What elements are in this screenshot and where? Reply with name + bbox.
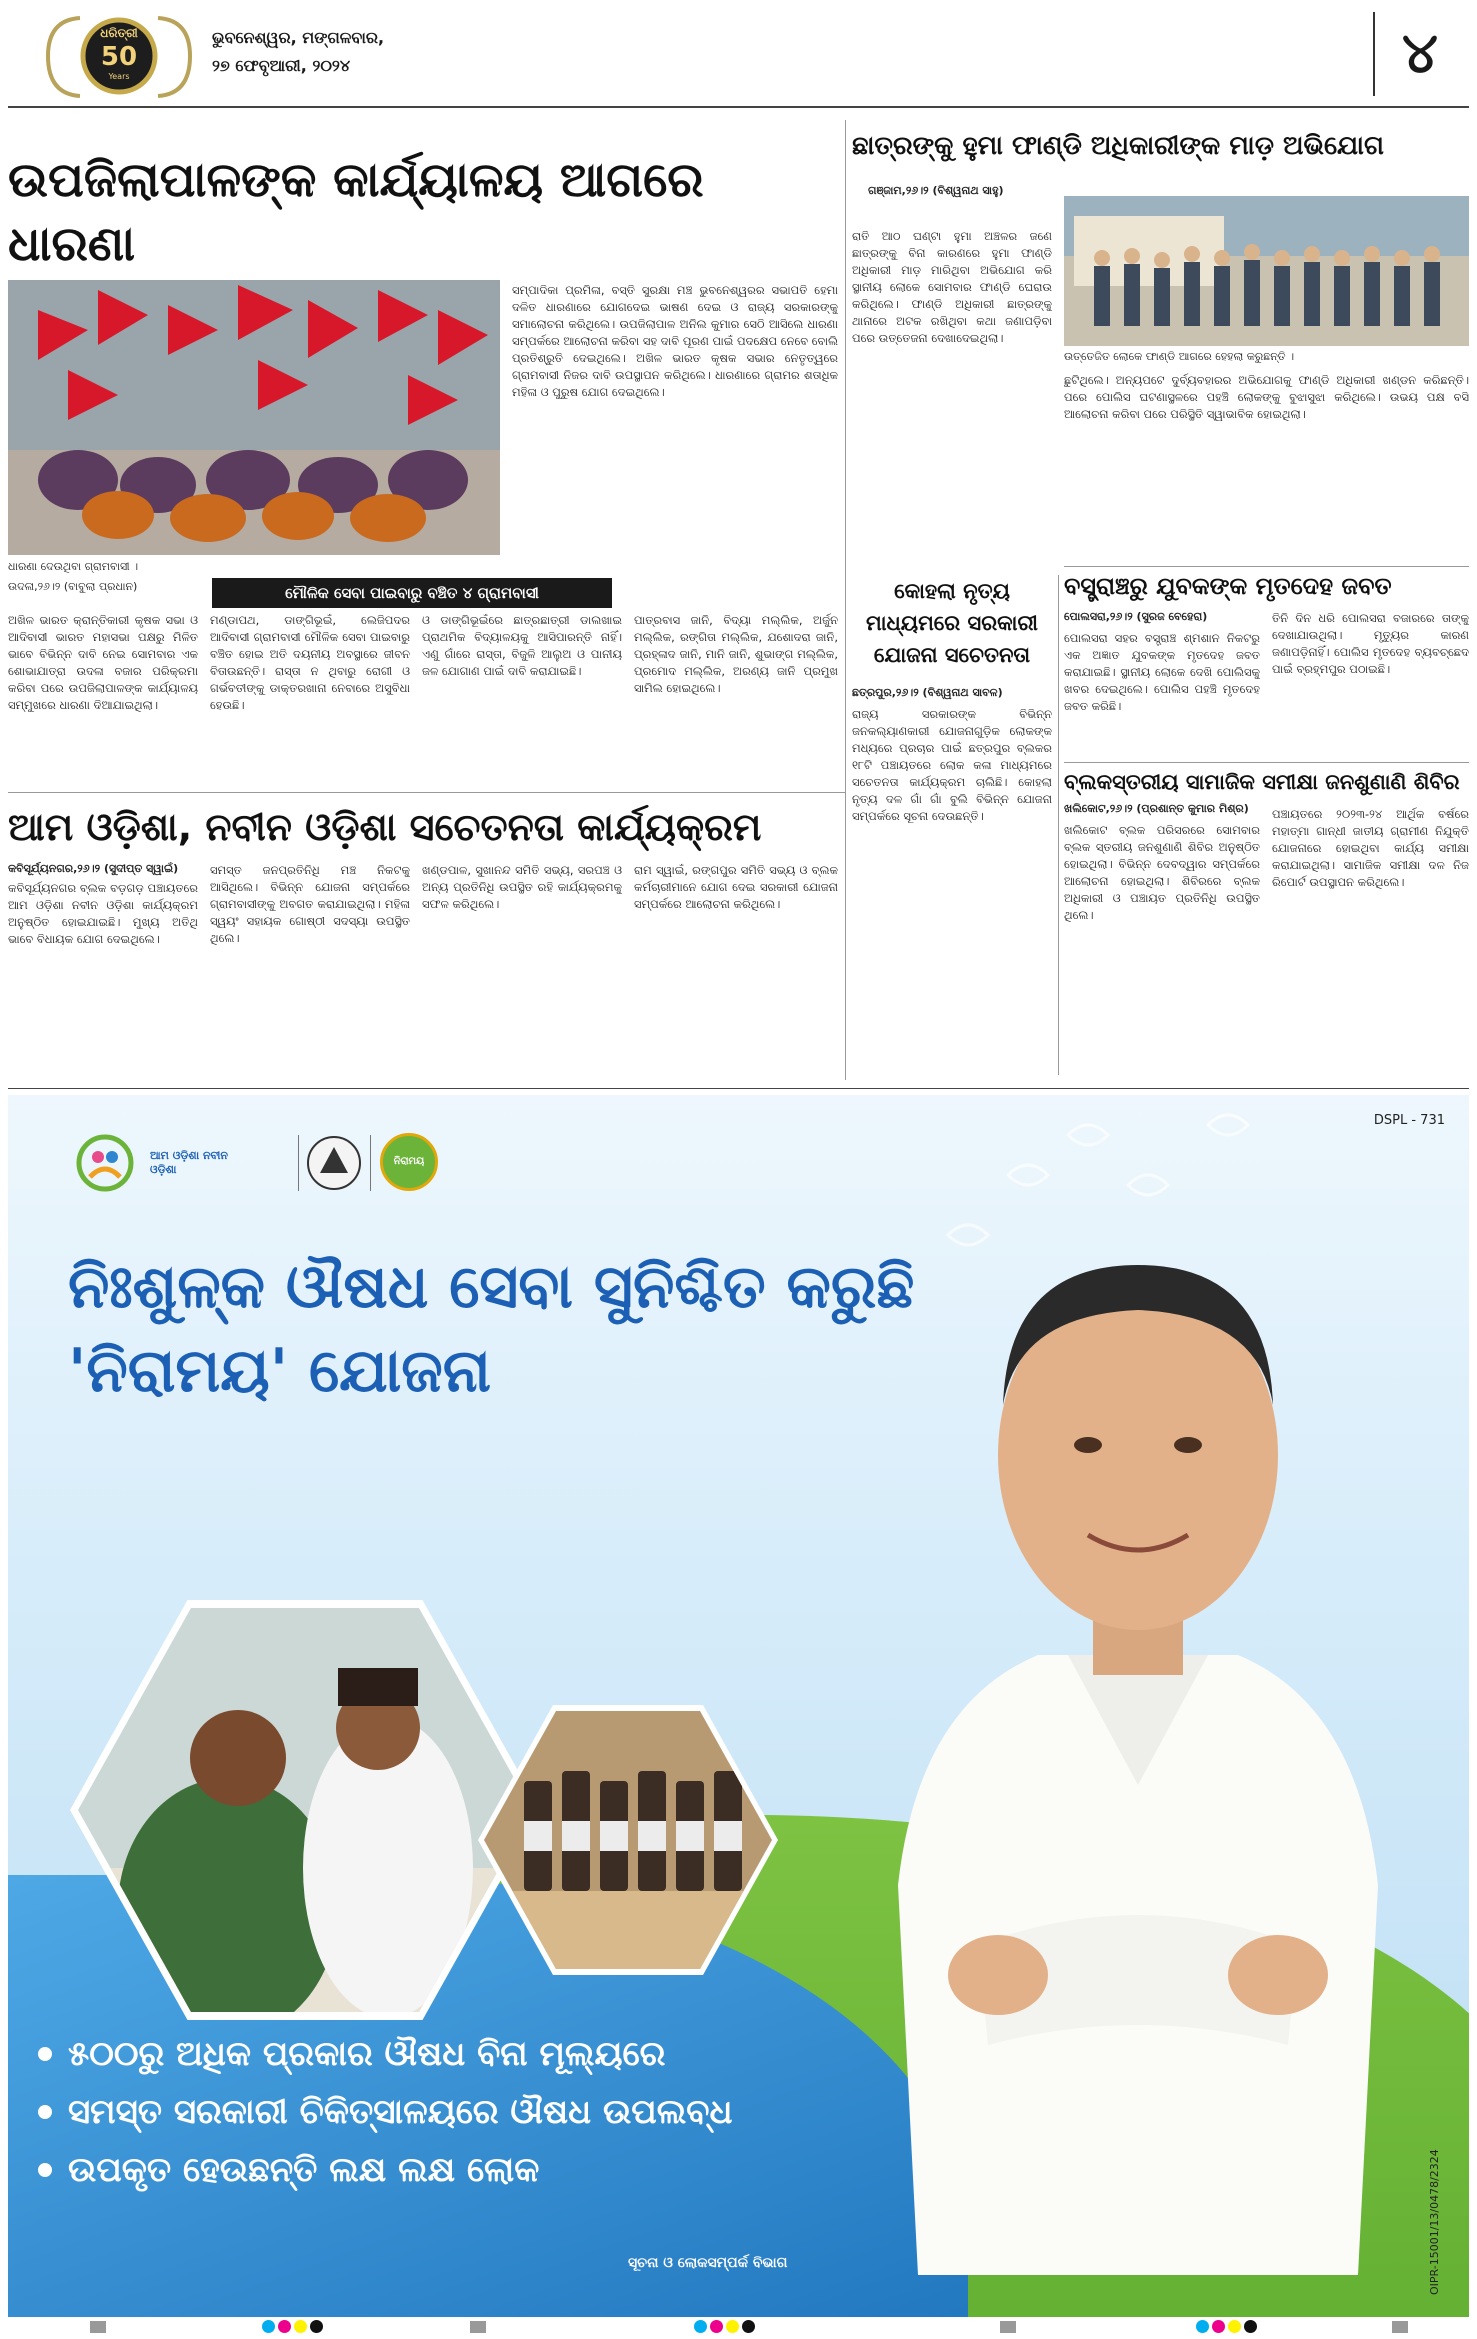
registration-swatch	[90, 2321, 106, 2333]
registration-dot	[742, 2320, 755, 2333]
ad-bullet-list	[38, 2025, 868, 2199]
story1-photo-caption: ଧାରଣା ଦେଉଥିବା ଗ୍ରାମବାସୀ ।	[8, 560, 139, 573]
govt-emblem-icon	[306, 1133, 362, 1193]
niramaya-advertisement	[8, 1095, 1469, 2317]
story6-column-1: କବିସୂର୍ଯ୍ୟନଗର ବ୍ଲକ ବଡ଼ଗଡ଼ ପଞ୍ଚାୟତରେ ଆମ ଓଡ଼ିଶା ନବୀନ ଓଡ଼ିଶା କାର୍ଯ୍ୟକ୍ରମ ଅନୁଷ୍ଠିତ ହୋଇଯାଇଛି। ମୁଖ୍ୟ ଅତିଥି ଭାବେ ବିଧାୟକ ଯୋଗ ଦେଇଥିଲେ।	[8, 881, 198, 946]
ad-bullet-item: ୫୦୦ରୁ ଅଧିକ ପ୍ରକାର ଔଷଧ ବିନା ମୂଲ୍ୟରେ	[38, 2025, 868, 2083]
registration-swatch	[470, 2321, 486, 2333]
registration-swatch	[1392, 2321, 1408, 2333]
story1-column-3: ଓ ଡାଙ୍ଗିଭୂଇଁରେ ଛାତ୍ରଛାତ୍ରୀ ଡାଲଖାଇ ପ୍ରାଥମିକ ବିଦ୍ୟାଳୟକୁ ଆସିପାରନ୍ତି ନାହିଁ। ଏଣୁ ଗାଁରେ ରାସ୍ତା, ବିଜୁଳି ଆଲୁଅ ଓ ପାନୀୟ ଜଳ ଯୋଗାଣ ପାଇଁ ଦାବି କରାଯାଇଛି।	[422, 613, 622, 678]
registration-dot	[278, 2320, 291, 2333]
story1-column-2: ମଣ୍ଡାପଥ, ଡାଙ୍ଗିଭୂଇଁ, ଲେଜିପଦର ଆଦିବାସୀ ଗ୍ରାମବାସୀ ମୌଳିକ ସେବା ପାଇବାରୁ ବଞ୍ଚିତ ହୋଇ ଅତି ଦୟନୀୟ ଅବସ୍ଥାରେ ଜୀବନ ବିତାଉଛନ୍ତି। ରାସ୍ତା ନ ଥିବାରୁ ରୋଗୀ ଓ ଗର୍ଭବତୀଙ୍କୁ ଡାକ୍ତରଖାନା ନେବାରେ ଅସୁବିଧା ହେଉଛି।	[210, 613, 410, 712]
story6-headline: ଆମ ଓଡ଼ିଶା, ନବୀନ ଓଡ଼ିଶା ସଚେତନତା କାର୍ଯ୍ୟକ୍ରମ	[8, 805, 762, 849]
registration-dot	[294, 2320, 307, 2333]
story4-headline: ବସ୍ତ୍ରାଞ୍ଚରୁ ଯୁବକଙ୍କ ମୃତଦେହ ଜବତ	[1064, 572, 1392, 600]
bullet-icon	[38, 2163, 52, 2177]
story4-column-1: ପୋଲସରା ସହର ବସ୍ତ୍ରାଞ୍ଚ ଶ୍ମଶାନ ନିକଟରୁ ଏକ ଅଜ୍ଞାତ ଯୁବକଙ୍କ ମୃତଦେହ ଜବତ କରାଯାଇଛି। ସ୍ଥାନୀୟ ଲୋକେ ଦେଖି ପୋଲିସକୁ ଖବର ଦେଇଥିଲେ। ପୋଲିସ ପହଞ୍ଚି ମୃତଦେହ ଜବତ କରିଛି।	[1064, 631, 1260, 713]
story4-dateline: ପୋଲସରା,୨୬।୨ (ସୁରଜ ବେହେରା)	[1064, 610, 1208, 623]
bullet-icon	[38, 2047, 52, 2061]
story1-column-4: ପାତ୍ରବାସ ଜାନି, ବିଦ୍ୟା ମଲ୍ଲିକ, ଅର୍ଜୁନ ମଲ୍ଲିକ, ରଙ୍ଗିତା ମଲ୍ଲିକ, ଯଶୋଦରା ଜାନି, ପ୍ରହ୍ଳାଦ ଜାନି, ମାନି ଜାନି, ଶୁଭାଙ୍ଗ ମଲ୍ଲିକ, ପ୍ରମୋଦ ମଲ୍ଲିକ, ଅରଣ୍ୟ ଜାନି ପ୍ରମୁଖ ସାମିଲ ହୋଇଥିଲେ।	[634, 613, 838, 695]
registration-dot	[310, 2320, 323, 2333]
ad-headline-line2: 'ନିରାମୟ' ଯୋଜନା	[68, 1336, 491, 1406]
story1-column-right: ସମ୍ପାଦିକା ପ୍ରମିଳା, ବସ୍ତି ସୁରକ୍ଷା ମଞ୍ଚ ଭୁବନେଶ୍ୱରର ସଭାପତି ହେମା ଦଳିତ ଧାରଣାରେ ଯୋଗଦେଇ ଭାଷଣ ଦେଇ ଓ ରାଜ୍ୟ ସରକାରଙ୍କୁ ସମାଲୋଚନା କରିଥିଲେ। ଉପଜିଲାପାଳ ଅନିଲ କୁମାର ସେଠି ଆସିଲେ ଧାରଣା ସମ୍ପର୍କରେ ଆଲୋଚନା କରିବା ସହ ଦାବି ପୂରଣ ପାଇଁ ପଦକ୍ଷେପ ନେବେ ବୋଲି ପ୍ରତିଶ୍ରୁତି ଦେଇଥିଲେ। ଅଖିଳ ଭାରତ କୃଷକ ସଭାର ନେତୃତ୍ୱରେ ଗ୍ରାମବାସୀ ନିଜର ଦାବି ଉପସ୍ଥାପନ କରିଥିଲେ। ଧାରଣାରେ ଗ୍ରାମର ଶତାଧିକ ମହିଳା ଓ ପୁରୁଷ ଯୋଗ ଦେଇଥିଲେ।	[512, 283, 838, 399]
registration-dot	[262, 2320, 275, 2333]
logo-years: Years	[108, 72, 130, 81]
story1-subhead: ମୌଳିକ ସେବା ପାଇବାରୁ ବଞ୍ଚିତ ୪ ଗ୍ରାମବାସୀ	[212, 578, 612, 608]
protest-photo-illustration	[8, 280, 500, 555]
story2-column-2: ଛୁଟିଥିଲେ। ଅନ୍ୟପଟେ ଦୁର୍ବ୍ୟବହାରର ଅଭିଯୋଗକୁ ଫାଣ୍ଡି ଅଧିକାରୀ ଖଣ୍ଡନ କରିଛନ୍ତି। ପରେ ପୋଲିସ ଘଟଣାସ୍ଥଳରେ ପହଞ୍ଚି ଲୋକଙ୍କୁ ବୁଝାସୁଝା କରିଥିଲେ। ଉଭୟ ପକ୍ଷ ବସି ଆଲୋଚନା କରିବା ପରେ ପରିସ୍ଥିତି ସ୍ୱାଭାବିକ ହୋଇଥିଲା।	[1064, 373, 1469, 421]
ad-portrait-chief-minister	[858, 1185, 1418, 2275]
story4-column-2: ତିନି ଦିନ ଧରି ପୋଲସରା ବଜାରରେ ତାଙ୍କୁ ଦେଖାଯାଉଥିଲା। ମୃତ୍ୟୁର କାରଣ ଜଣାପଡ଼ିନାହିଁ। ପୋଲିସ ମୃତଦେହ ବ୍ୟବଚ୍ଛେଦ ପାଇଁ ବ୍ରହ୍ମପୁର ପଠାଇଛି।	[1272, 611, 1469, 676]
story1-column-1: ଅଖିଳ ଭାରତ କ୍ରାନ୍ତିକାରୀ କୃଷକ ସଭା ଓ ଆଦିବାସୀ ଭାରତ ମହାସଭା ପକ୍ଷରୁ ମିଳିତ ଭାବେ ବିଭିନ୍ନ ଦାବି ନେଇ ସୋମବାର ଏକ ଶୋଭାଯାତ୍ରା ଉଦଳା ବଜାର ପରିକ୍ରମା କରିବା ପରେ ଉପଜିଲାପାଳଙ୍କ କାର୍ଯ୍ୟାଳୟ ସମ୍ମୁଖରେ ଧାରଣା ଦିଆଯାଇଥିଲା।	[8, 613, 198, 712]
registration-dot	[726, 2320, 739, 2333]
ad-bullet-item: ଉପକୃତ ହେଉଛନ୍ତି ଲକ୍ଷ ଲକ୍ଷ ଲୋକ	[38, 2141, 868, 2199]
story3-body: ରାଜ୍ୟ ସରକାରଙ୍କ ବିଭିନ୍ନ ଜନକଲ୍ୟାଣକାରୀ ଯୋଜନାଗୁଡ଼ିକ ଲୋକଙ୍କ ମଧ୍ୟରେ ପ୍ରଚାର ପାଇଁ ଛତ୍ରପୁର ବ୍ଲକର ୧୮ଟି ପଞ୍ଚାୟତରେ ଲୋକ କଳା ମାଧ୍ୟମରେ ସଚେତନତା କାର୍ଯ୍ୟକ୍ରମ ଚାଲିଛି। କୋହଲା ନୃତ୍ୟ ଦଳ ଗାଁ ଗାଁ ବୁଲି ବିଭିନ୍ନ ଯୋଜନା ସମ୍ପର୍କରେ ସୂଚନା ଦେଉଛନ୍ତି।	[852, 707, 1052, 823]
bullet-icon	[38, 2105, 52, 2119]
registration-dot	[1244, 2320, 1257, 2333]
story2-photo	[1064, 196, 1469, 346]
story2-dateline: ଗଞ୍ଜାମ,୨୬।୨ (ବିଶ୍ୱନାଥ ସାହୁ)	[868, 184, 1004, 197]
logo-number: 50	[100, 42, 138, 72]
story6-dateline: କବିସୂର୍ଯ୍ୟନଗର,୨୬।୨ (ସୁଦୀପ୍ତ ସ୍ୱାଇଁ)	[8, 862, 179, 875]
story5-column-2: ପଞ୍ଚାୟତରେ ୨୦୨୩-୨୪ ଆର୍ଥିକ ବର୍ଷରେ ମହାତ୍ମା ଗାନ୍ଧୀ ଜାତୀୟ ଗ୍ରାମୀଣ ନିଯୁକ୍ତି ଯୋଜନାରେ ହୋଇଥିବା କାର୍ଯ୍ୟ ସମୀକ୍ଷା କରାଯାଇଥିଲା। ସାମାଜିକ ସମୀକ୍ଷା ଦଳ ନିଜ ରିପୋର୍ଟ ଉପସ୍ଥାପନ କରିଥିଲେ।	[1272, 807, 1469, 889]
story6-column-2: ସମସ୍ତ ଜନପ୍ରତିନିଧି ମଞ୍ଚ ନିକଟକୁ ଆସିଥିଲେ। ବିଭିନ୍ନ ଯୋଜନା ସମ୍ପର୍କରେ ଗ୍ରାମବାସୀଙ୍କୁ ଅବଗତ କରାଯାଇଥିଲା। ମହିଳା ସ୍ୱୟଂ ସହାୟକ ଗୋଷ୍ଠୀ ସଦସ୍ୟା ଉପସ୍ଥିତ ଥିଲେ।	[210, 863, 410, 945]
registration-dot	[1196, 2320, 1209, 2333]
ad-tag: DSPL - 731	[1373, 1113, 1445, 1128]
story1-headline: ଉପଜିଲାପାଳଙ୍କ କାର୍ଯ୍ୟାଳୟ ଆଗରେ ଧାରଣା	[8, 152, 704, 272]
registration-dot	[1212, 2320, 1225, 2333]
page-number: ୪	[1373, 12, 1465, 96]
story5-column-1: ଖଲିକୋଟ ବ୍ଲକ ପରିସରରେ ସୋମବାର ବ୍ଲକ ସ୍ତରୀୟ ଜନଶୁଣାଣି ଶିବିର ଅନୁଷ୍ଠିତ ହୋଇଥିଲା। ବିଭିନ୍ନ ଦେବଦ୍ୱାର ସମ୍ପର୍କରେ ଆଲୋଚନା ହୋଇଥିଲା। ଶିବିରରେ ବ୍ଲକ ଅଧିକାରୀ ଓ ପଞ୍ଚାୟତ ପ୍ରତିନିଧି ଉପସ୍ଥିତ ଥିଲେ।	[1064, 823, 1260, 922]
masthead-place-day: ଭୁବନେଶ୍ୱର, ମଙ୍ଗଳବାର,	[212, 28, 385, 47]
ad-bullet-item: ସମସ୍ତ ସରକାରୀ ଚିକିତ୍ସାଳୟରେ ଔଷଧ ଉପଲବ୍ଧ	[38, 2083, 868, 2141]
story2-photo-caption: ଉତ୍ତେଜିତ ଲୋକେ ଫାଣ୍ଡି ଆଗରେ ହେହଲା କରୁଛନ୍ତି ।	[1064, 350, 1295, 363]
newspaper-logo	[40, 12, 198, 100]
crowd-photo-illustration	[1064, 196, 1469, 346]
registration-dot	[710, 2320, 723, 2333]
ad-brand: ଆମ ଓଡ଼ିଶା ନବୀନ ଓଡ଼ିଶା	[150, 1149, 229, 1176]
ama-odisha-logo-icon	[70, 1133, 140, 1193]
masthead-date: ୨୭ ଫେବୃଆରୀ, ୨୦୨୪	[212, 56, 351, 75]
registration-dot	[1228, 2320, 1241, 2333]
registration-swatch	[1000, 2321, 1016, 2333]
story1-dateline: ଉଦଳା,୨୬।୨ (ବାବୁଲା ପ୍ରଧାନ)	[8, 580, 138, 593]
registration-dot	[694, 2320, 707, 2333]
ad-logo-strip	[70, 1133, 280, 1193]
ad-footer-department: ସୂଚନା ଓ ଲୋକସମ୍ପର୍କ ବିଭାଗ	[628, 2255, 788, 2271]
ad-release-number: OIPR-15001/13/0478/2324	[1428, 2149, 1441, 2295]
story5-headline: ବ୍ଲକସ୍ତରୀୟ ସାମାଜିକ ସମୀକ୍ଷା ଜନଶୁଣାଣି ଶିବିର	[1064, 770, 1460, 794]
story5-dateline: ଖଲିକୋଟ,୨୬।୨ (ପ୍ରଶାନ୍ତ କୁମାର ମିଶ୍ର)	[1064, 802, 1249, 815]
story2-headline: ଛାତ୍ରଙ୍କୁ ହୁମା ଫାଣ୍ଡି ଅଧିକାରୀଙ୍କ ମାଡ଼ ଅଭିଯୋଗ	[852, 131, 1384, 161]
story6-column-3: ଖଣ୍ଡପାଳ, ସୁଖାନନ୍ଦ ସମିତି ସଭ୍ୟ, ସରପଞ୍ଚ ଓ ଅନ୍ୟ ପ୍ରତିନିଧି ଉପସ୍ଥିତ ରହି କାର୍ଯ୍ୟକ୍ରମକୁ ସଫଳ କରିଥିଲେ।	[422, 863, 622, 911]
ad-headline-line1: ନିଃଶୁଳ୍କ ଔଷଧ ସେବା ସୁନିଶ୍ଚିତ କରୁଛି	[68, 1252, 915, 1322]
niramaya-logo: ନିରାମୟ	[380, 1133, 438, 1191]
story2-column-1: ରାତି ଆଠ ଘଣ୍ଟା ହୁମା ଅଞ୍ଚଳର ଜଣେ ଛାତ୍ରଙ୍କୁ ବିନା କାରଣରେ ହୁମା ଫାଣ୍ଡି ଅଧିକାରୀ ମାଡ଼ ମାରିଥିବା ଅଭିଯୋଗ କରି ସ୍ଥାନୀୟ ଲୋକେ ସୋମବାର ଫାଣ୍ଡି ଘେରାଉ କରିଥିଲେ। ଫାଣ୍ଡି ଅଧିକାରୀ ଛାତ୍ରଙ୍କୁ ଥାନାରେ ଅଟକ ରଖିଥିବା କଥା ଜଣାପଡ଼ିବା ପରେ ଉତ୍ତେଜନା ଦେଖାଦେଇଥିଲା।	[852, 229, 1052, 345]
story3-headline: କୋହଲା ନୃତ୍ୟ ମାଧ୍ୟମରେ ସରକାରୀ ଯୋଜନା ସଚେତନତା	[866, 579, 1038, 667]
story3-dateline: ଛତ୍ରପୁର,୨୬।୨ (ବିଶ୍ୱନାଥ ସାବଳ)	[852, 686, 1003, 699]
story1-photo	[8, 280, 500, 555]
story6-column-4: ରାମ ସ୍ୱାଇଁ, ରଙ୍ଗପୁର ସମିତି ସଭ୍ୟ ଓ ବ୍ଲକ କର୍ମଚାରୀମାନେ ଯୋଗ ଦେଇ ସରକାରୀ ଯୋଜନା ସମ୍ପର୍କରେ ଆଲୋଚନା କରିଥିଲେ।	[634, 863, 838, 911]
logo-text: ଧରିତ୍ରୀ	[100, 26, 138, 40]
